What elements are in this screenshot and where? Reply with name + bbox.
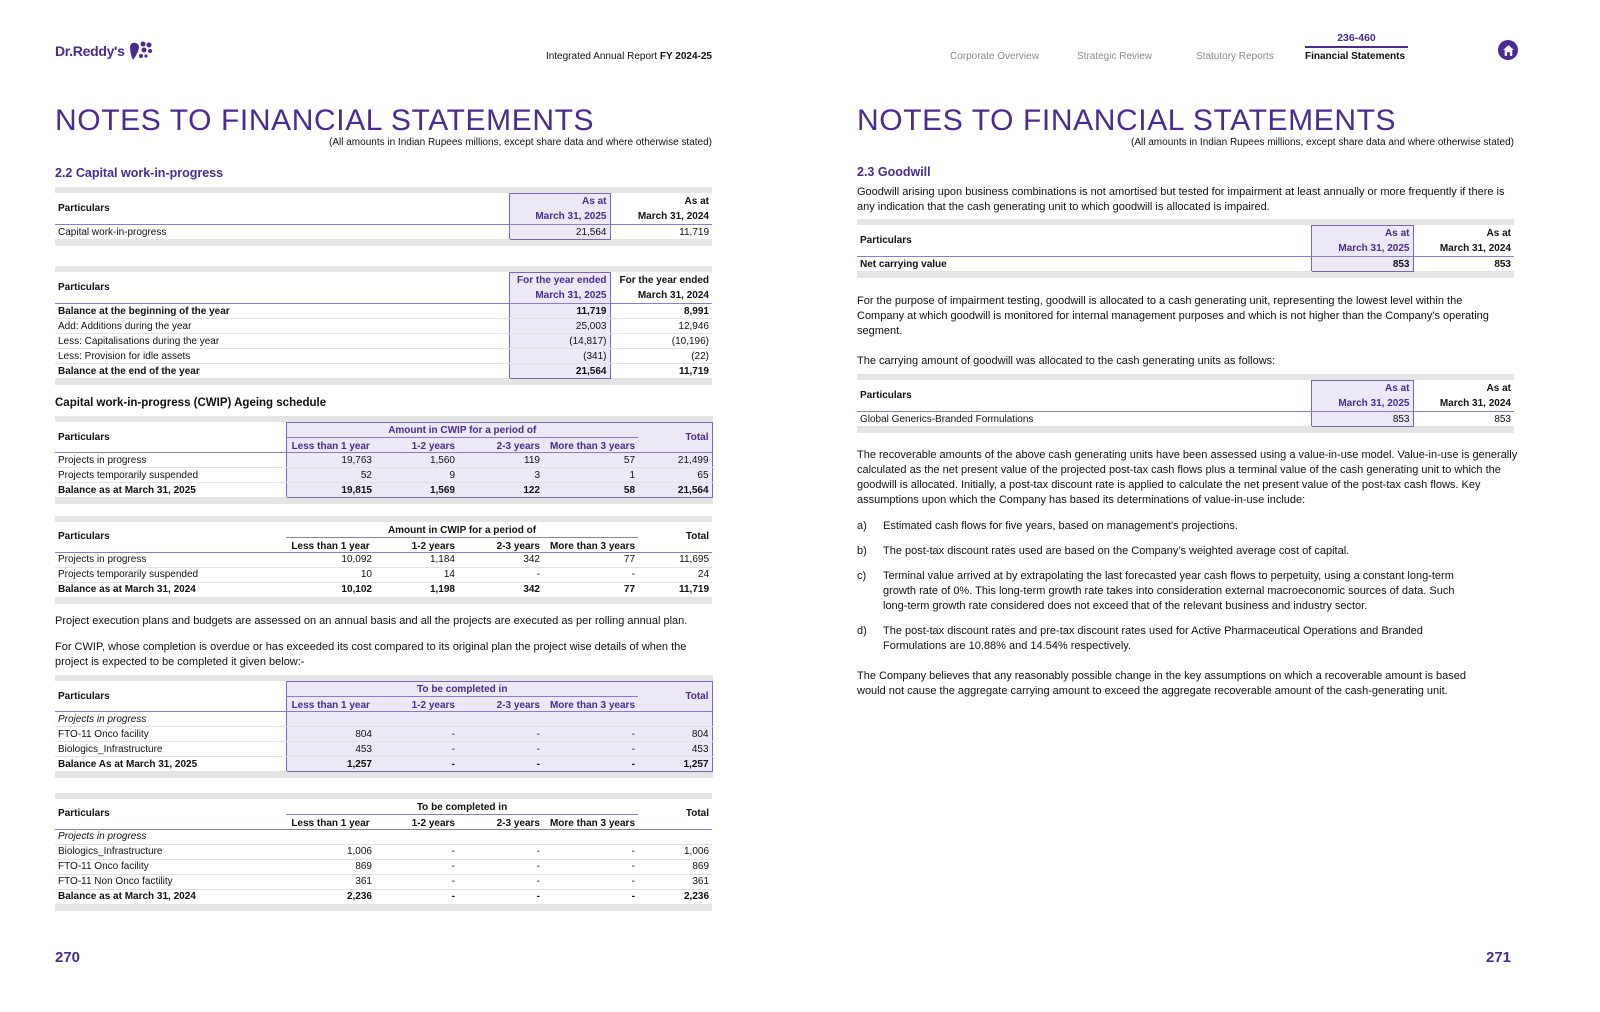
cell-value: 11,719 — [509, 304, 610, 319]
cell-value: 1,569 — [375, 483, 458, 498]
completion-table-2024 — [55, 793, 712, 911]
cell-value: 19,815 — [286, 483, 375, 498]
cell-value: 1,560 — [375, 453, 458, 468]
cell-value: - — [375, 889, 458, 904]
cell-value: 65 — [638, 468, 712, 483]
page-number-right: 271 — [1486, 949, 1512, 966]
section-heading-cwip: 2.2 Capital work-in-progress — [55, 166, 224, 180]
row-label: Add: Additions during the year — [55, 319, 509, 334]
column-header: As at March 31, 2024 — [1413, 381, 1514, 412]
header-particulars: Particulars — [55, 273, 509, 304]
cell-value: (341) — [509, 349, 610, 364]
cell-value: 58 — [543, 483, 638, 498]
table — [55, 422, 713, 498]
cell-value: - — [543, 757, 638, 772]
column-header: As at March 31, 2025 — [1311, 226, 1413, 257]
cell-value: - — [375, 844, 458, 859]
report-year: FY 2024-25 — [659, 51, 712, 62]
column-header: More than 3 years — [543, 438, 638, 453]
column-header: As at March 31, 2025 — [1311, 381, 1413, 412]
row-label: Projects in progress — [55, 829, 286, 844]
list-item-b: b) The post-tax discount rates used are based on the Company's weighted average cost of capital. — [857, 545, 1350, 557]
paragraph-impairment-testing: For the purpose of impairment testing, goodwill is allocated to a cash generating unit, representing the lowest level within the Company at which goodwill is monitored for internal management purposes and which is not higher than the Company's operating segment. — [857, 295, 1489, 337]
cell-value — [543, 829, 638, 844]
cell-value: 361 — [638, 874, 712, 889]
cell-value: 869 — [286, 859, 375, 874]
row-label: Balance as at March 31, 2025 — [55, 483, 286, 498]
cell-value: 21,564 — [509, 225, 610, 240]
table-frame — [857, 374, 1514, 433]
table-frame — [55, 793, 712, 911]
row-label: Projects in progress — [55, 552, 286, 567]
table-row — [857, 412, 1514, 427]
table-row — [55, 859, 712, 874]
cell-value: - — [543, 889, 638, 904]
table — [55, 799, 712, 905]
cell-value: 11,719 — [610, 364, 712, 379]
cell-value: - — [458, 889, 543, 904]
cell-value: 1,006 — [286, 844, 375, 859]
row-label: Less: Capitalisations during the year — [55, 334, 509, 349]
cell-value: - — [458, 859, 543, 874]
header-row — [857, 226, 1514, 257]
table-row — [55, 304, 712, 319]
table-row — [55, 567, 712, 582]
header-particulars: Particulars — [857, 381, 1311, 412]
column-header: Less than 1 year — [286, 537, 375, 552]
cell-value: 804 — [286, 727, 375, 742]
cell-value: 453 — [286, 742, 375, 757]
cell-value: - — [543, 874, 638, 889]
table-row — [55, 712, 712, 727]
row-label: Projects in progress — [55, 453, 286, 468]
cell-value: 453 — [638, 742, 712, 757]
row-label: FTO-11 Onco facility — [55, 727, 286, 742]
nav-statutory-reports[interactable]: Statutory Reports — [1196, 51, 1274, 62]
cell-value: 869 — [638, 859, 712, 874]
header-row — [55, 273, 712, 304]
cell-value: 10 — [286, 567, 375, 582]
column-group-header: To be completed in — [286, 799, 638, 814]
table-frame — [55, 675, 713, 778]
paragraph-overdue-cwip: For CWIP, whose completion is overdue or has exceeded its cost compared to its original plan the project wise details of when the project is expected to be completed it given below:- — [55, 641, 687, 668]
company-logo — [55, 40, 154, 62]
header-particulars: Particulars — [55, 423, 286, 453]
header-total: Total — [638, 682, 712, 712]
ageing-table-2025 — [55, 416, 713, 504]
table-row — [55, 453, 712, 468]
paragraph-allocation: The carrying amount of goodwill was allocated to the cash generating units as follows: — [857, 355, 1276, 367]
header-total: Total — [638, 423, 712, 453]
cell-value: 11,695 — [638, 552, 712, 567]
table-row — [55, 334, 712, 349]
row-label: Biologics_Infrastructure — [55, 742, 286, 757]
table-frame — [55, 416, 713, 504]
page-number-left: 270 — [55, 949, 81, 966]
cell-value: 2,236 — [286, 889, 375, 904]
header-total: Total — [638, 799, 712, 829]
cell-value: - — [543, 859, 638, 874]
table-row — [55, 468, 712, 483]
logo-mark-icon — [128, 40, 154, 62]
cell-value: 9 — [375, 468, 458, 483]
table-row — [55, 225, 712, 240]
cell-value: 1,184 — [375, 552, 458, 567]
cell-value: 853 — [1311, 257, 1413, 272]
column-header: For the year ended March 31, 2025 — [509, 273, 610, 304]
cell-value: 10,092 — [286, 552, 375, 567]
cell-value — [375, 829, 458, 844]
table — [857, 380, 1514, 427]
column-header: 1-2 years — [375, 438, 458, 453]
column-header: Less than 1 year — [286, 438, 375, 453]
cell-value: - — [375, 859, 458, 874]
cell-value: 1,257 — [286, 757, 375, 772]
column-group-header: Amount in CWIP for a period of — [286, 522, 638, 537]
table-frame — [55, 187, 712, 246]
row-label: Balance as at March 31, 2024 — [55, 889, 286, 904]
table — [857, 225, 1514, 272]
cell-value: 853 — [1311, 412, 1413, 427]
column-header: 2-3 years — [458, 438, 543, 453]
column-header: As at March 31, 2024 — [610, 194, 712, 225]
nav-strategic-review[interactable]: Strategic Review — [1077, 51, 1153, 62]
column-header: As at March 31, 2024 — [1413, 226, 1514, 257]
cell-value: 21,499 — [638, 453, 712, 468]
table-row — [55, 829, 712, 844]
row-label: Balance As at March 31, 2025 — [55, 757, 286, 772]
table-row — [55, 319, 712, 334]
paragraph-goodwill-intro: Goodwill arising upon business combinations is not amortised but tested for impairment at least annually or more frequently if there is any indication that the cash generating unit to which goodwill is allocated is impaired. — [857, 186, 1505, 213]
header-total: Total — [638, 522, 712, 552]
cell-value: - — [458, 874, 543, 889]
paragraph-execution-plans: Project execution plans and budgets are assessed on an annual basis and all the projects are executed as per rolling annual plan. — [55, 615, 688, 627]
cell-value: 19,763 — [286, 453, 375, 468]
cell-value: 21,564 — [509, 364, 610, 379]
cell-value: - — [458, 757, 543, 772]
cell-value: 1,006 — [638, 844, 712, 859]
list-item-c: c) Terminal value arrived at by extrapolating the last forecasted year cash flows to perpetuity, using a constant long-term growth rate of 0%. This long-term growth rate takes into consideration external macroeconomic sources of data. Such long-term growth rate considered does not exceed that of the relevant business and industry sector. — [857, 570, 1455, 612]
cell-value: 853 — [1413, 257, 1514, 272]
table-row — [55, 889, 712, 904]
header-group-row — [55, 799, 712, 814]
table — [55, 681, 713, 772]
table-row — [55, 757, 712, 772]
header-group-row — [55, 522, 712, 537]
ageing-heading: Capital work-in-progress (CWIP) Ageing schedule — [55, 397, 327, 409]
table-row — [55, 727, 712, 742]
header-row — [55, 194, 712, 225]
header-particulars: Particulars — [55, 799, 286, 829]
table-row — [55, 742, 712, 757]
cell-value: - — [375, 727, 458, 742]
ageing-table-2024 — [55, 516, 712, 604]
cell-value: 853 — [1413, 412, 1514, 427]
cell-value: (22) — [610, 349, 712, 364]
row-label: FTO-11 Onco facility — [55, 859, 286, 874]
nav-financial-statements[interactable]: Financial Statements — [1305, 51, 1406, 62]
cell-value: 804 — [638, 727, 712, 742]
row-label: Balance at the end of the year — [55, 364, 509, 379]
header-group-row — [55, 423, 712, 438]
cwip-table — [55, 187, 712, 246]
row-label: Less: Provision for idle assets — [55, 349, 509, 364]
row-label: Projects in progress — [55, 712, 286, 727]
table — [55, 522, 712, 598]
cell-value — [638, 712, 712, 727]
logo-text: Dr.Reddy's — [55, 43, 125, 59]
row-label: Projects temporarily suspended — [55, 468, 286, 483]
table-row — [55, 582, 712, 597]
column-header: As at March 31, 2025 — [509, 194, 610, 225]
column-header: 1-2 years — [375, 814, 458, 829]
cell-value: 8,991 — [610, 304, 712, 319]
column-header: 1-2 years — [375, 697, 458, 712]
home-icon — [1502, 44, 1515, 57]
table-frame — [55, 516, 712, 604]
row-label: Balance at the beginning of the year — [55, 304, 509, 319]
subtitle-left: (All amounts in Indian Rupees millions, except share data and where otherwise stated) — [329, 137, 712, 148]
cell-value: - — [458, 727, 543, 742]
cell-value — [458, 712, 543, 727]
cell-value: 11,719 — [610, 225, 712, 240]
goodwill-table — [857, 219, 1514, 278]
cell-value: 11,719 — [638, 582, 712, 597]
subtitle-right: (All amounts in Indian Rupees millions, except share data and where otherwise stated) — [1131, 137, 1514, 148]
cell-value: 1,257 — [638, 757, 712, 772]
cell-value: - — [543, 742, 638, 757]
cell-value: 3 — [458, 468, 543, 483]
cell-value: 25,003 — [509, 319, 610, 334]
cell-value: 342 — [458, 582, 543, 597]
cell-value — [543, 712, 638, 727]
cell-value — [458, 829, 543, 844]
list-item-d: d) The post-tax discount rates and pre-tax discount rates used for Active Pharmaceutical Operations and Branded Formulations are 10.88% and 14.54% respectively. — [857, 625, 1423, 652]
cell-value: 342 — [458, 552, 543, 567]
column-header: 2-3 years — [458, 537, 543, 552]
table-row — [55, 483, 712, 498]
cell-value: - — [375, 742, 458, 757]
cell-value: (10,196) — [610, 334, 712, 349]
table-row — [55, 844, 712, 859]
cell-value: - — [543, 844, 638, 859]
table-frame — [857, 219, 1514, 278]
column-header: More than 3 years — [543, 697, 638, 712]
cell-value — [286, 712, 375, 727]
cell-value: 21,564 — [638, 483, 712, 498]
cell-value: 24 — [638, 567, 712, 582]
nav-page-range: 236-460 — [1305, 32, 1408, 48]
column-header: Less than 1 year — [286, 814, 375, 829]
cell-value: 361 — [286, 874, 375, 889]
cgu-allocation-table — [857, 374, 1514, 433]
cell-value: 57 — [543, 453, 638, 468]
header-particulars: Particulars — [857, 226, 1311, 257]
section-heading-goodwill: 2.3 Goodwill — [857, 165, 931, 179]
column-header: For the year ended March 31, 2024 — [610, 273, 712, 304]
report-title: Integrated Annual Report FY 2024-25 — [545, 51, 712, 62]
table — [55, 272, 712, 379]
table-row — [55, 349, 712, 364]
column-header: 2-3 years — [458, 814, 543, 829]
cell-value: 52 — [286, 468, 375, 483]
page-title-left: NOTES TO FINANCIAL STATEMENTS — [55, 104, 595, 137]
cell-value: - — [458, 844, 543, 859]
column-header: 2-3 years — [458, 697, 543, 712]
row-label: Capital work-in-progress — [55, 225, 509, 240]
cell-value: - — [458, 742, 543, 757]
cell-value: - — [375, 757, 458, 772]
header-group-row — [55, 682, 712, 697]
header-particulars: Particulars — [55, 194, 509, 225]
cell-value: 77 — [543, 552, 638, 567]
table — [55, 193, 712, 240]
row-label: Biologics_Infrastructure — [55, 844, 286, 859]
cell-value: 14 — [375, 567, 458, 582]
row-label: Projects temporarily suspended — [55, 567, 286, 582]
column-header: 1-2 years — [375, 537, 458, 552]
row-label: Net carrying value — [857, 257, 1311, 272]
cell-value — [638, 829, 712, 844]
home-button[interactable] — [1498, 40, 1518, 60]
cell-value: 10,102 — [286, 582, 375, 597]
list-item-a: a) Estimated cash flows for five years, based on management's projections. — [857, 520, 1238, 532]
row-label: FTO-11 Non Onco factility — [55, 874, 286, 889]
table-frame — [55, 266, 712, 385]
header-particulars: Particulars — [55, 682, 286, 712]
table-row — [857, 257, 1514, 272]
paragraph-conclusion: The Company believes that any reasonably possible change in the key assumptions on which a recoverable amount is based would not cause the aggregate carrying amount to exceed the aggregate recoverable amount of the cash-generating unit. — [857, 670, 1467, 697]
cell-value — [286, 829, 375, 844]
cell-value: 119 — [458, 453, 543, 468]
cell-value: - — [543, 567, 638, 582]
column-header: More than 3 years — [543, 537, 638, 552]
column-header: Less than 1 year — [286, 697, 375, 712]
cell-value: - — [543, 727, 638, 742]
cell-value: - — [458, 567, 543, 582]
column-group-header: Amount in CWIP for a period of — [286, 423, 638, 438]
cell-value: 1,198 — [375, 582, 458, 597]
row-label: Balance as at March 31, 2024 — [55, 582, 286, 597]
paragraph-recoverable-amounts: The recoverable amounts of the above cash generating units have been assessed using a value-in-use model. Value-in-use is generally calculated as the net present value of the projected post-tax cash flows plus a terminal value of the cash generating unit to which the goodwill is allocated. Initially, a post-tax discount rate is applied to calculate the net present value of the post-tax cash flows. Key assumptions upon which the Company has based its determinations of value-in-use include: — [857, 449, 1518, 506]
header-particulars: Particulars — [55, 522, 286, 552]
cell-value: 12,946 — [610, 319, 712, 334]
cell-value: 1 — [543, 468, 638, 483]
table-row — [55, 364, 712, 379]
cell-value: (14,817) — [509, 334, 610, 349]
cell-value: 77 — [543, 582, 638, 597]
cell-value: 122 — [458, 483, 543, 498]
page-title-right: NOTES TO FINANCIAL STATEMENTS — [857, 104, 1397, 137]
header-row — [857, 381, 1514, 412]
cell-value — [375, 712, 458, 727]
column-group-header: To be completed in — [286, 682, 638, 697]
cwip-movement-table — [55, 266, 712, 385]
table-row — [55, 552, 712, 567]
cell-value: - — [375, 874, 458, 889]
table-row — [55, 874, 712, 889]
nav-corporate-overview[interactable]: Corporate Overview — [950, 51, 1039, 62]
column-header: More than 3 years — [543, 814, 638, 829]
cell-value: 2,236 — [638, 889, 712, 904]
completion-table-2025 — [55, 675, 713, 778]
row-label: Global Generics-Branded Formulations — [857, 412, 1311, 427]
